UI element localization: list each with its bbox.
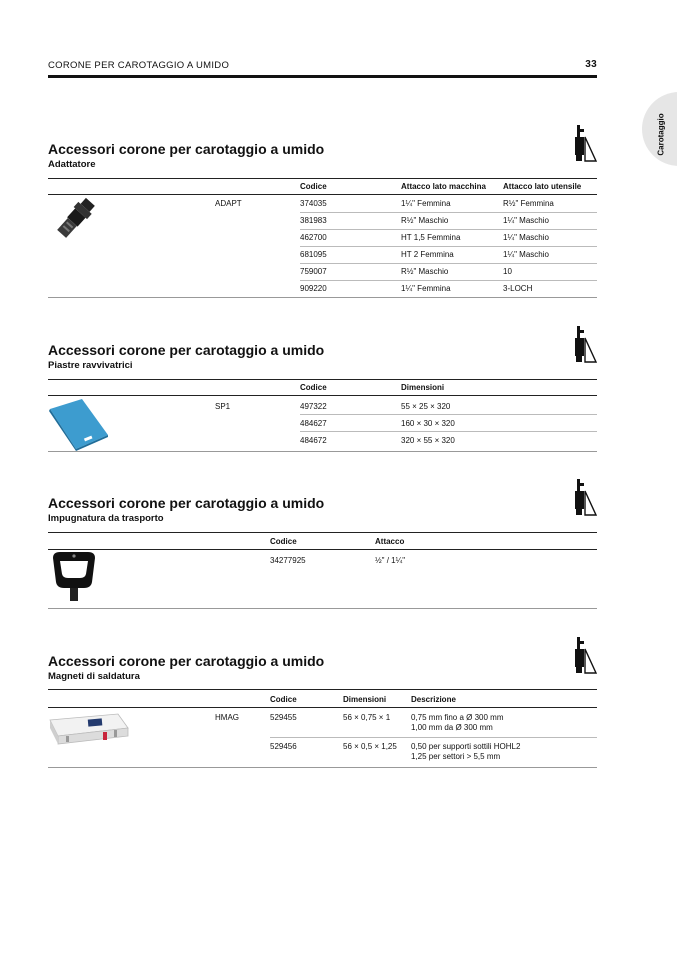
table-header-rule bbox=[48, 395, 597, 396]
column-header: Attacco lato macchina bbox=[401, 182, 486, 191]
table-cell: 1,00 mm da Ø 300 mm bbox=[411, 723, 493, 732]
carry-handle-image bbox=[50, 552, 98, 604]
table-top-rule bbox=[48, 532, 597, 533]
table-cell: 1¼" Maschio bbox=[503, 250, 549, 259]
column-header: Attacco lato utensile bbox=[503, 182, 582, 191]
row-divider bbox=[300, 280, 597, 281]
table-cell: 160 × 30 × 320 bbox=[401, 419, 455, 428]
table-cell: 0,75 mm fino a Ø 300 mm bbox=[411, 713, 504, 722]
column-header: Attacco bbox=[375, 537, 405, 546]
table-cell: 34277925 bbox=[270, 556, 306, 565]
table-cell: 10 bbox=[503, 267, 512, 276]
product-label: HMAG bbox=[215, 713, 239, 722]
table-cell: 1¼" Femmina bbox=[401, 284, 451, 293]
table-cell: 1¼" Femmina bbox=[401, 199, 451, 208]
table-cell: 462700 bbox=[300, 233, 327, 242]
page-number: 33 bbox=[585, 59, 597, 70]
table-cell: HT 1,5 Femmina bbox=[401, 233, 461, 242]
table-header-rule bbox=[48, 707, 597, 708]
welding-magnet-image bbox=[48, 710, 130, 746]
section-title: Accessori corone per carotaggio a umido bbox=[48, 342, 325, 358]
table-cell: R½" Maschio bbox=[401, 216, 449, 225]
side-tab-label: Carotaggio bbox=[656, 113, 666, 156]
side-tab[interactable] bbox=[642, 92, 677, 166]
table-cell: 484627 bbox=[300, 419, 327, 428]
table-cell: 374035 bbox=[300, 199, 327, 208]
table-cell: 55 × 25 × 320 bbox=[401, 402, 451, 411]
table-cell: R½" Maschio bbox=[401, 267, 449, 276]
column-header: Dimensioni bbox=[401, 383, 445, 392]
table-cell: 529456 bbox=[270, 742, 297, 751]
table-bottom-rule bbox=[48, 297, 597, 298]
column-header: Dimensioni bbox=[343, 695, 387, 704]
table-bottom-rule bbox=[48, 608, 597, 609]
section-subtitle: Piastre ravvivatrici bbox=[48, 360, 133, 371]
table-top-rule bbox=[48, 379, 597, 380]
table-cell: 56 × 0,5 × 1,25 bbox=[343, 742, 397, 751]
table-top-rule bbox=[48, 689, 597, 690]
table-cell: 1¼" Maschio bbox=[503, 216, 549, 225]
adapter-image bbox=[51, 196, 99, 242]
table-bottom-rule bbox=[48, 767, 597, 768]
table-cell: 0,50 per supporti sottili HOHL2 bbox=[411, 742, 521, 751]
column-header: Codice bbox=[270, 537, 297, 546]
section-impugnatura bbox=[48, 495, 597, 615]
row-divider bbox=[300, 212, 597, 213]
section-title: Accessori corone per carotaggio a umido bbox=[48, 495, 325, 511]
product-label: SP1 bbox=[215, 402, 231, 411]
row-divider bbox=[300, 414, 597, 415]
row-divider bbox=[300, 263, 597, 264]
table-header-rule bbox=[48, 194, 597, 195]
table-cell: ½" / 1¼" bbox=[375, 556, 406, 565]
row-divider bbox=[300, 431, 597, 432]
table-cell: HT 2 Femmina bbox=[401, 250, 454, 259]
core-drill-icon bbox=[575, 479, 597, 517]
column-header: Codice bbox=[300, 182, 327, 191]
core-drill-icon bbox=[575, 125, 597, 163]
core-drill-icon bbox=[575, 637, 597, 675]
section-subtitle: Impugnatura da trasporto bbox=[48, 513, 164, 524]
column-header: Descrizione bbox=[411, 695, 456, 704]
table-cell: 484672 bbox=[300, 436, 327, 445]
table-cell: 320 × 55 × 320 bbox=[401, 436, 455, 445]
section-adattatore bbox=[48, 141, 597, 301]
row-divider bbox=[270, 737, 597, 738]
row-divider bbox=[300, 229, 597, 230]
running-title: CORONE PER CAROTAGGIO A UMIDO bbox=[48, 60, 230, 71]
table-cell: 681095 bbox=[300, 250, 327, 259]
table-cell: 381983 bbox=[300, 216, 327, 225]
table-cell: 909220 bbox=[300, 284, 327, 293]
column-header: Codice bbox=[270, 695, 297, 704]
table-cell: 1,25 per settori > 5,5 mm bbox=[411, 752, 501, 761]
section-title: Accessori corone per carotaggio a umido bbox=[48, 141, 325, 157]
table-bottom-rule bbox=[48, 451, 597, 452]
table-cell: 1¼" Maschio bbox=[503, 233, 549, 242]
table-cell: 529455 bbox=[270, 713, 297, 722]
section-piastre bbox=[48, 342, 597, 457]
table-header-rule bbox=[48, 549, 597, 550]
product-label: ADAPT bbox=[215, 199, 242, 208]
table-top-rule bbox=[48, 178, 597, 179]
section-magneti bbox=[48, 653, 597, 773]
column-header: Codice bbox=[300, 383, 327, 392]
table-cell: 3-LOCH bbox=[503, 284, 533, 293]
table-cell: 497322 bbox=[300, 402, 327, 411]
table-cell: R½" Femmina bbox=[503, 199, 554, 208]
header-rule bbox=[48, 75, 597, 78]
table-cell: 56 × 0,75 × 1 bbox=[343, 713, 391, 722]
table-cell: 759007 bbox=[300, 267, 327, 276]
section-subtitle: Adattatore bbox=[48, 159, 96, 170]
dressing-plate-image bbox=[48, 397, 110, 451]
section-subtitle: Magneti di saldatura bbox=[48, 671, 140, 682]
core-drill-icon bbox=[575, 326, 597, 364]
section-title: Accessori corone per carotaggio a umido bbox=[48, 653, 325, 669]
row-divider bbox=[300, 246, 597, 247]
